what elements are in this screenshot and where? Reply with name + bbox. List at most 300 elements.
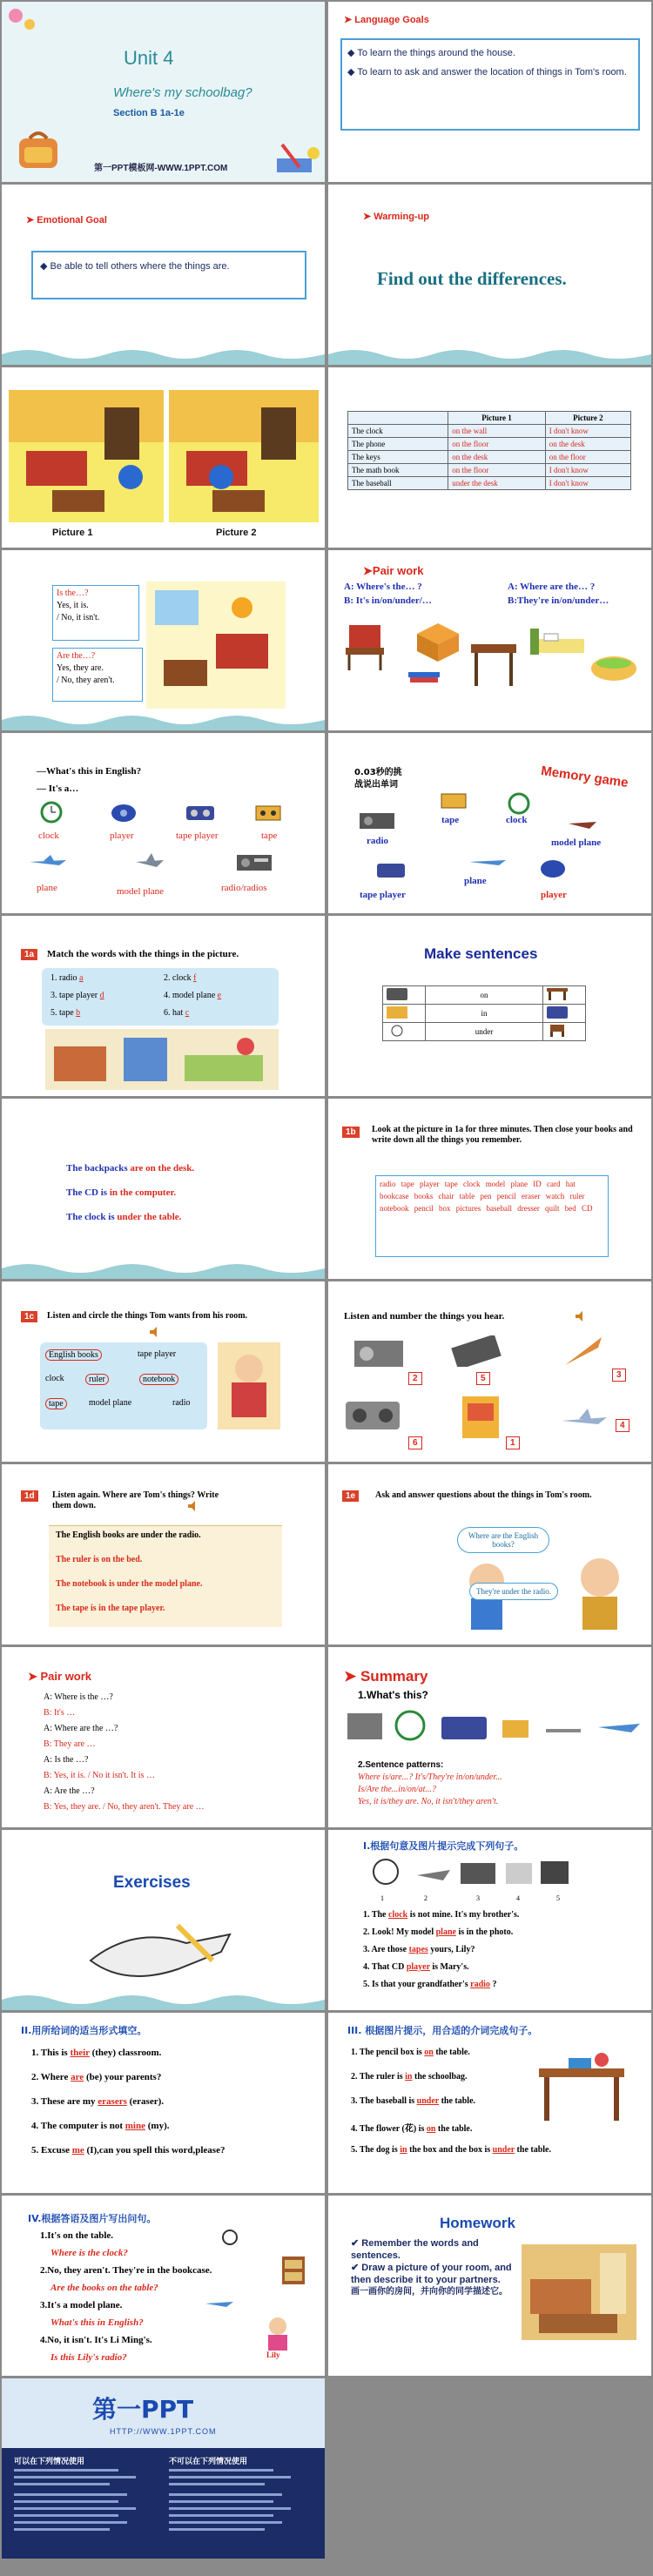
exercise-3-heading: III. 根据图片提示，用合适的介词完成句子。 [347,2025,538,2036]
match-answer: c [185,1008,190,1018]
sentence-part: the schoolbag. [414,2072,468,2082]
word: table [459,1192,475,1201]
room-illustration [146,582,286,709]
prep-under: under [426,1023,543,1041]
blank-answer: plane [435,1927,456,1937]
dialogue-line: B: Yes, it is. / No it isn't. It is … [44,1771,155,1780]
sentence-part: 4. The flower (花) is [351,2124,425,2134]
picture-2-illustration [169,390,319,522]
slide-5[interactable] [2,367,325,548]
chair-icon [547,1025,568,1037]
tape-player-icon [185,804,216,822]
blank-answer: erasers [98,2096,127,2107]
homework-title: Homework [440,2215,515,2231]
dialogue-line: A: Where are the …? [44,1724,118,1733]
clock-icon [387,1025,407,1037]
room-illustration [45,1029,279,1090]
number-box: 4 [616,1419,629,1432]
table-cell: The phone [348,438,448,451]
item-label-player: player [110,831,134,841]
table-cell: I don't know [545,425,630,438]
number-box: 3 [612,1369,626,1382]
table-row [348,477,631,490]
slide-26[interactable] [328,2196,651,2376]
model-plane-icon [560,1330,609,1377]
heading-text: Summary [360,1668,428,1685]
wave-decoration [328,346,651,365]
summary-line-3: Where is/are...? It's/They're in/on/under... [358,1772,502,1782]
match-word: 5. tape [50,1008,74,1018]
exercise-tag: 1b [342,1127,360,1138]
item-label-model-plane: model plane [117,886,165,897]
image-number: 4 [516,1894,520,1902]
sentence-part: 4. That CD [363,1962,405,1972]
find-differences-text: Find out the differences. [377,268,567,289]
schoolbag-icon [12,128,64,172]
exercise-tag: 1c [21,1311,37,1322]
blank-answer: player [406,1962,430,1972]
sentence-part: 5. Excuse [31,2145,70,2156]
answer-line: 4.No, it isn't. It's Li Ming's. [40,2335,152,2345]
bedroom-photo [522,2244,636,2340]
word: clock [462,1180,481,1188]
sentence-1 [66,1163,194,1174]
slide-14[interactable] [328,1099,651,1279]
table-cell [543,1005,586,1023]
top-left-flowers-icon [5,5,40,37]
word: chair [438,1192,454,1201]
match-item-2 [164,973,197,983]
circle-item-clock: clock [45,1374,64,1383]
exercises-title: Exercises [113,1873,191,1892]
slide-13[interactable] [2,1099,325,1279]
slide-10[interactable] [328,733,651,913]
circle-item-tape-player: tape player [138,1349,177,1359]
sentence-part: the table. [437,2124,473,2134]
fill-sentence-5 [363,1980,496,1989]
unit-subtitle: Where's my schoolbag? [113,85,252,100]
blank-answer: tapes [408,1945,428,1954]
word: tape [444,1180,458,1188]
pair-work-heading: ➤Pair work [363,564,424,577]
radio-icon [235,851,273,872]
its-a-answer: — It's a… [37,784,79,794]
slide-22[interactable] [328,1830,651,2010]
books-icon [407,669,441,686]
match-answer: d [99,991,104,1000]
fill-sentence-4 [351,2121,472,2134]
word: model plane [485,1180,528,1188]
circle-item-radio: radio [172,1398,191,1408]
warming-up-heading: ➤ Warming-up [363,212,430,222]
fill-sentence-1 [363,1910,519,1920]
word: pencil box [414,1204,451,1213]
sentence-part: is not mine. It's my brother's. [409,1910,520,1920]
differences-table [347,411,631,490]
emotional-goal-item: ◆ Be able to tell others where the things are. [40,261,230,272]
exercise-title: Look at the picture in 1a for three minutes. Then close your books and write down all the things you remember. [372,1125,633,1145]
item-label-radio: radio/radios [221,883,267,893]
blank-answer: in [400,2145,407,2155]
sentence-part: 2. Where [31,2072,69,2082]
blank-answer: on [424,2048,434,2057]
circle-item-model-plane: model plane [89,1398,132,1408]
homework-text: Remember the words and sentences. [351,2238,479,2261]
allowed-uses-heading: 可以在下列情况使用 [14,2458,85,2466]
pair-work-heading: ➤ Pair work [28,1670,92,1683]
slide-11[interactable] [2,916,325,1096]
speaker-icon [150,1327,162,1337]
table-cell [543,1023,586,1041]
slide-7[interactable] [2,550,325,730]
fill-sentence-2 [31,2072,161,2082]
exercise-2-heading: II.用所给词的适当形式填空。 [21,2025,147,2036]
match-item-6 [164,1008,189,1018]
table-header-row [348,412,631,425]
match-item-3 [50,991,104,1000]
answer-line-4: The tape is in the tape player. [56,1604,165,1613]
question-are: Are the…? [57,651,96,661]
slide-21[interactable] [2,1830,325,2010]
table-cell: I don't know [545,464,630,477]
blank-answer: on [426,2124,436,2134]
slide-19[interactable] [2,1647,325,1827]
sentence-part: (eraser). [129,2096,165,2107]
fill-sentence-3 [363,1945,475,1954]
emotional-goal-box [31,251,306,299]
item-label-radio: radio [367,836,389,846]
heading-text: Pair work [40,1670,92,1683]
table-cell [383,1005,426,1023]
pair-line-2a: B: It's in/on/under/… [344,595,432,606]
sentence-2 [66,1187,176,1198]
sentence-part: ? [492,1980,497,1989]
summary-items-illustration [346,1705,642,1748]
image-number: 5 [556,1894,560,1902]
fill-sentence-4 [31,2121,170,2131]
item-label-tape: tape [261,831,278,841]
answer-line: 2.No, they aren't. They're in the bookcase. [40,2265,212,2276]
sentence-predicate: are on the desk. [130,1163,195,1174]
answer-line-3: The notebook is under the model plane. [56,1579,203,1589]
slide-25[interactable] [2,2196,325,2376]
homework-text: Draw a picture of your room, and then describe it to your partners. [351,2263,512,2285]
footer-fine-print [14,2469,319,2547]
table-cell: on the floor [448,464,546,477]
tape-player-icon [375,862,407,879]
table-cell: on the desk [448,451,546,464]
blank-answer: radio [470,1980,490,1989]
wave-decoration [2,711,325,730]
word: pencil [496,1192,516,1201]
goals-box [340,38,640,131]
slide-1[interactable] [2,2,325,182]
fill-sentence-5 [31,2145,225,2156]
fill-sentence-1 [351,2048,470,2057]
exercise-title: Listen and number the things you hear. [344,1311,505,1322]
dialogue-line: A: Where is the …? [44,1692,113,1702]
word: pictures [455,1204,481,1213]
sentence-part: (be) your parents? [85,2072,162,2082]
question-line: Are the books on the table? [50,2283,158,2293]
dialogue-line: B: Yes, they are. / No, they aren't. They are … [44,1802,205,1812]
slide-12[interactable] [328,916,651,1096]
sentence-part: (they) classroom. [91,2048,162,2058]
match-answer: a [79,973,84,983]
brand-logo: 第一PPT [92,2395,194,2424]
exercise-1-heading: I.根据句意及图片提示完成下列句子。 [363,1840,524,1852]
table-icon [468,637,520,689]
word: pen [480,1192,492,1201]
player-icon [110,803,138,824]
slide-4[interactable] [328,185,651,365]
unit-title: Unit 4 [124,47,174,69]
goal-text-1: To learn the things around the house. [357,48,515,58]
sentence-part: is Mary's. [432,1962,469,1972]
clock-icon [221,2229,239,2246]
slide-23[interactable] [2,2013,325,2193]
match-answer: f [193,973,197,983]
table-header: Picture 2 [545,412,630,425]
slide-16[interactable] [328,1281,651,1462]
word: baseball [486,1204,512,1213]
blank-answer: me [71,2145,84,2156]
dialogue-line: B: They are … [44,1739,96,1749]
pair-line-1b: A: Where are the… ? [508,582,596,592]
fill-sentence-2 [363,1927,513,1937]
sentence-part: 4. The computer is not [31,2121,124,2131]
sentence-part: 2. Look! My model [363,1927,434,1937]
tape-player-icon [344,1398,401,1433]
slide-27[interactable] [2,2378,325,2559]
circle-item-english-books: English books [45,1349,102,1361]
match-item-1 [50,973,84,983]
answer-yes-plural: Yes, they are. [57,663,104,673]
question-is: Is the…? [57,589,89,598]
box-icon [412,620,464,663]
sentence-subject: The backpacks [66,1163,128,1174]
circle-item-tape: tape [45,1398,67,1409]
number-box: 1 [506,1436,520,1449]
sentence-subject: The clock is [66,1212,115,1222]
answer-line-1: The English books are under the radio. [56,1530,201,1540]
exercise-title: Match the words with the things in the picture. [47,949,239,959]
bookcase-icon [282,2257,305,2284]
plane-icon [204,2295,235,2310]
summary-line-5: Yes, it is/they are. No, it isn't/they aren't. [358,1797,499,1806]
answer-no: / No, it isn't. [57,613,100,622]
match-word: 2. clock [164,973,192,983]
make-sentences-title: Make sentences [424,945,538,962]
answer-line: 3.It's a model plane. [40,2300,123,2310]
speaker-icon [576,1311,588,1322]
homework-item-2: ✔ Draw a picture of your room, and then describe it to your partners. [351,2263,512,2285]
wave-decoration [2,1991,325,2010]
sentence-part: 1. The [363,1910,387,1920]
are-the-box [52,648,143,702]
table-cell: I don't know [545,477,630,490]
table-icon [547,988,568,1000]
table-cell: under the desk [448,477,546,490]
is-the-box [52,585,139,641]
question-line: What's this in English? [50,2317,144,2328]
table-cell: on the floor [448,438,546,451]
word: bed [564,1204,576,1213]
radio-icon [358,810,396,832]
slide-9[interactable] [2,733,325,913]
disallowed-uses-heading: 不可以在下列情况使用 [169,2458,248,2466]
table-row [348,464,631,477]
dialogue-line: A: Are the …? [44,1786,95,1796]
word: ID card [533,1180,561,1188]
word-box [375,1175,609,1257]
emotional-goal-heading: ➤ Emotional Goal [26,215,107,225]
prep-on: on [426,986,543,1005]
match-word: 4. model plane [164,991,216,1000]
word: notebook [380,1204,409,1213]
goal-text-2: To learn to ask and answer the location of things in Tom's room. [357,67,627,77]
slide-6[interactable] [328,367,651,548]
table-header: Picture 1 [448,412,546,425]
heading-text: Emotional Goal [37,215,107,225]
heading-text: Warming-up [374,212,430,222]
table-cell: The math book [348,464,448,477]
sentence-subject: The CD is [66,1187,108,1198]
exercise-4-heading: IV.根据答语及图片写出问句。 [28,2213,157,2224]
picture-1-caption: Picture 1 [52,528,93,538]
sentence-part: 3. Are those [363,1945,407,1954]
table-row [348,451,631,464]
heading-text: Language Goals [354,15,429,25]
table-cell [383,986,426,1005]
item-label-clock: clock [506,815,528,825]
exercise-tag: 1e [342,1490,359,1502]
word: tape player [401,1180,440,1188]
challenge-title-1: 0.03秒的挑 [354,768,402,777]
table-row [348,438,631,451]
word: bookcase [380,1192,409,1201]
slide-17[interactable] [2,1464,325,1644]
item-label-player: player [541,890,567,900]
slide-15[interactable] [2,1281,325,1462]
slide-18[interactable] [328,1464,651,1644]
art-supplies-icon [273,141,321,176]
slide-20[interactable] [328,1647,651,1827]
girl-icon [263,2316,293,2351]
sentence-3 [66,1212,181,1222]
blank-answer: are [71,2072,84,2082]
fill-sentence-3 [351,2096,475,2106]
item-label-tape-player: tape player [360,890,406,900]
exercise-title: Listen and circle the things Tom wants from his room. [47,1311,248,1321]
word: dresser [517,1204,540,1213]
item-label-tape-player: tape player [176,831,219,841]
table-row [348,425,631,438]
pair-line-2b: B:They're in/on/under… [508,595,609,606]
fill-sentence-4 [363,1962,469,1972]
table-cell: on the wall [448,425,546,438]
brand-url[interactable]: HTTP://WWW.1PPT.COM [110,2427,217,2436]
sentence-part: 3. The baseball is [351,2096,415,2106]
blank-answer: under [416,2096,440,2106]
sentence-part: the box and the box is [409,2145,491,2155]
item-label-plane: plane [464,876,487,886]
match-word: 3. tape player [50,991,98,1000]
blank-answer: mine [125,2121,145,2131]
slide-8[interactable] [328,550,651,730]
plane-icon [28,853,68,871]
word: watch [545,1192,565,1201]
fill-sentence-3 [31,2096,164,2107]
sentence-predicate: under the table. [117,1212,182,1222]
table-cell: on the floor [545,451,630,464]
blank-answer: their [70,2048,90,2058]
blank-answer: under [492,2145,515,2155]
table-row [383,986,586,1005]
slide-2[interactable] [328,2,651,182]
sentence-part: 1. The pencil box is [351,2048,422,2057]
table-row [383,1023,586,1041]
sentence-part: yours, Lily? [430,1945,475,1954]
table-picture [534,2051,629,2124]
dialogue-line: B: It's … [44,1708,76,1718]
model-plane-icon [132,850,167,874]
slide-24[interactable] [328,2013,651,2193]
homework-text: 画一画你的房间，并向你的同学描述它。 [351,2287,508,2297]
image-number: 1 [380,1894,384,1902]
speech-bubble-answer: They're under the radio. [469,1583,558,1600]
goal-item-2: ◆ To learn to ask and answer the location of things in Tom's room. [347,67,627,77]
prepositions-table [382,985,586,1041]
wave-decoration [2,346,325,365]
sentence-part: 1. This is [31,2048,68,2058]
answer-line-2: The ruler is on the bed. [56,1555,143,1564]
picture-1-illustration [9,390,164,522]
word: eraser [522,1192,541,1201]
image-number: 3 [476,1894,480,1902]
circle-item-notebook: notebook [139,1374,178,1385]
match-word: 6. hat [164,1008,184,1018]
dialogue-line: A: Is the …? [44,1755,89,1765]
chair-icon [342,620,391,672]
section-label: Section B 1a-1e [113,108,185,118]
speech-bubble-question: Where are the English books? [457,1527,549,1553]
slide-3[interactable] [2,185,325,365]
match-item-4 [164,991,221,1000]
image-number: 2 [424,1894,427,1902]
number-box: 6 [408,1436,422,1449]
table-header [348,412,448,425]
plane-icon [468,853,508,871]
challenge-title-2: 战说出单词 [354,780,398,790]
heading-text: Pair work [372,564,424,577]
tape-icon [387,1006,407,1019]
prep-in: in [426,1005,543,1023]
picture-2-caption: Picture 2 [216,528,257,538]
sentence-part: the table. [435,2048,470,2057]
exercise-title: Ask and answer questions about the things in Tom's room. [375,1490,592,1500]
sentence-part: (I),can you spell this word,please? [86,2145,226,2156]
word: quilt [545,1204,560,1213]
basket-icon [588,651,640,686]
exercise-tag: 1d [21,1490,38,1502]
fill-sentence-2 [351,2072,468,2082]
language-goals-heading: ➤ Language Goals [344,15,429,25]
tape-icon [450,1335,502,1367]
table-cell: The clock [348,425,448,438]
table-cell [383,1023,426,1041]
answer-line: 1.It's on the table. [40,2230,114,2241]
